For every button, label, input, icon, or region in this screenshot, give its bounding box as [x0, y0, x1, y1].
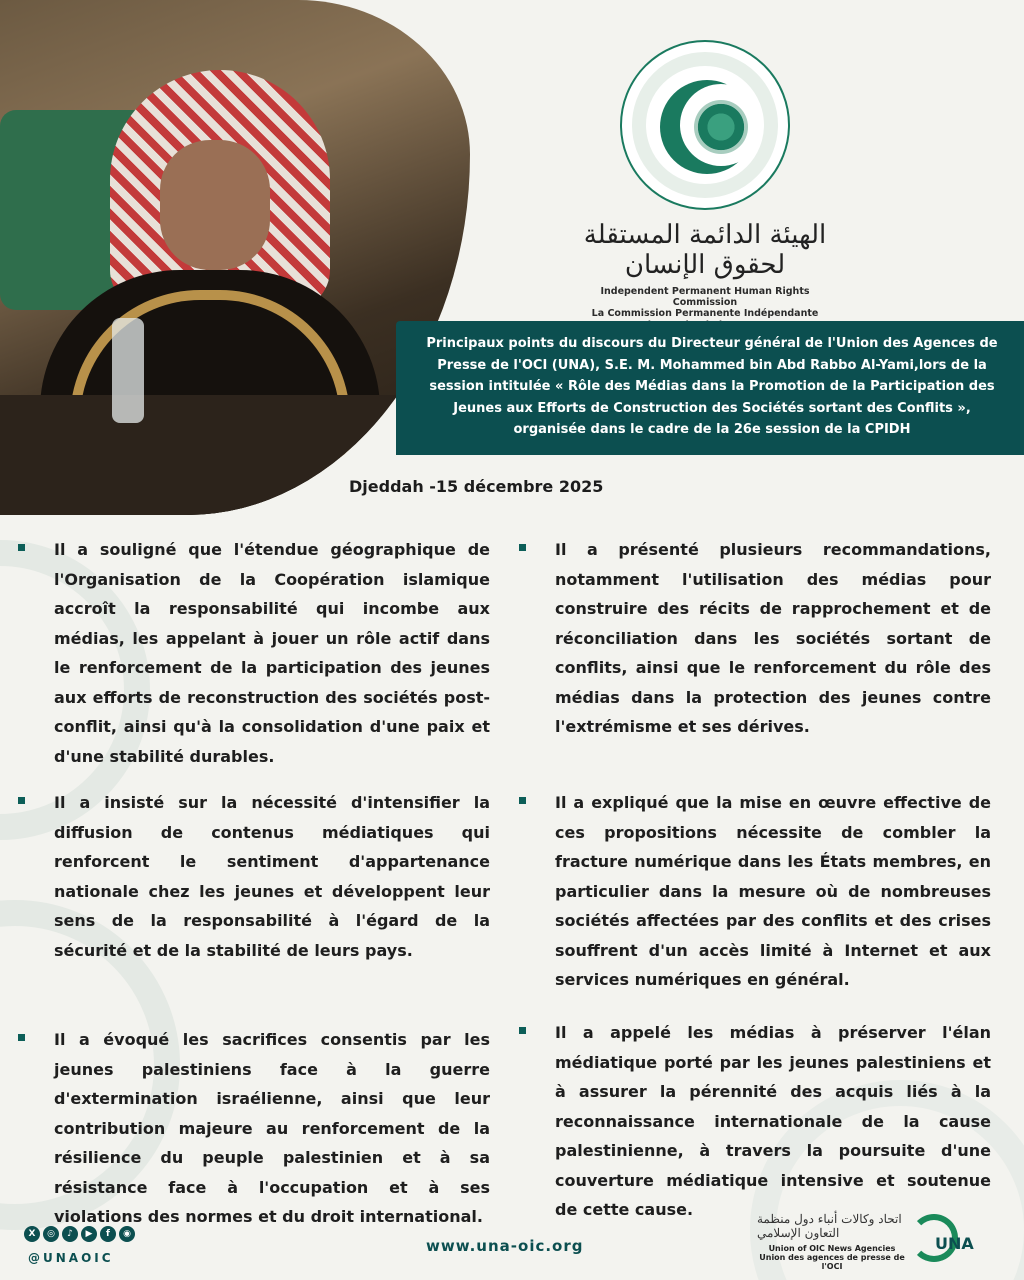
facebook-icon[interactable]: f	[100, 1226, 116, 1242]
photo-face	[160, 140, 270, 270]
bullet-text: Il a évoqué les sacrifices consentis par les jeunes palestiniens face à la guerre d'extermination israélienne, ainsi que leur contribution majeure au renforcement de la résilience du peuple palestinien et à sa résistance face à l'occupation et à ses violations des normes et du droit international.	[54, 1030, 490, 1226]
una-arabic-name: اتحاد وكالات أنباء دول منظمة التعاون الإسلامي	[757, 1212, 902, 1240]
social-handle: @UNAOIC	[28, 1251, 114, 1265]
photo-water-bottle	[112, 318, 144, 423]
headline-banner: Principaux points du discours du Directeur général de l'Union des Agences de Presse de l'OCI (UNA), S.E. M. Mohammed bin Abd Rabbo Al-Yami,lors de la session intitulée « Rôle des Médias dans la Promotion de la Participation des Jeunes aux Efforts de Construction des Sociétés sortant des Conflits », organisée dans le cadre de la 26e session de la CPIDH	[396, 321, 1024, 455]
bullet-marker	[519, 797, 526, 804]
una-logo	[757, 1212, 987, 1271]
dateline: Djeddah -15 décembre 2025	[349, 477, 604, 496]
website-link[interactable]: www.una-oic.org	[426, 1237, 584, 1255]
bullet-item	[515, 535, 991, 775]
logo-arabic-title: الهيئة الدائمة المستقلة لحقوق الإنسان	[583, 220, 827, 280]
bullet-text: Il a expliqué que la mise en œuvre effective de ces propositions nécessite de combler la fracture numérique dans les États membres, en particulier dans la mesure où de nombreuses sociétés affectées par des conflits et des crises souffrent d'un accès limité à Internet et aux services numériques en général.	[555, 793, 991, 989]
bullet-item	[14, 1025, 490, 1232]
logo-french-line1: La Commission Permanente Indépendante	[591, 308, 819, 319]
bullet-marker	[519, 1027, 526, 1034]
instagram-icon[interactable]: ◎	[43, 1226, 59, 1242]
bullet-text: Il a insisté sur la nécessité d'intensifier la diffusion de contenus médiatiques qui renforcent le sentiment d'appartenance nationale chez les jeunes et développent leur sens de la responsabilité à l'égard de la sécurité et de la stabilité de leurs pays.	[54, 793, 490, 960]
una-wordmark: UNA	[935, 1234, 974, 1253]
logo-english-title: Independent Permanent Human Rights Commission	[600, 286, 810, 308]
snapchat-icon[interactable]: ◉	[119, 1226, 135, 1242]
bullet-marker	[18, 797, 25, 804]
bullet-marker	[18, 544, 25, 551]
ipchr-logo	[570, 40, 840, 332]
tiktok-icon[interactable]: ♪	[62, 1226, 78, 1242]
bullet-text: Il a présenté plusieurs recommandations, notamment l'utilisation des médias pour construire des récits de rapprochement et de réconciliation dans les sociétés sortant de conflits, ainsi que le renforcement du rôle des médias dans la protection des jeunes contre l'extrémisme et ses dérives.	[555, 540, 991, 736]
una-french-name: Union des agences de presse de l'OCI	[759, 1253, 905, 1271]
social-icons	[24, 1226, 135, 1242]
bullet-marker	[18, 1034, 25, 1041]
bullet-text: Il a souligné que l'étendue géographique de l'Organisation de la Coopération islamique accroît la responsabilité qui incombe aux médias, les appelant à jouer un rôle actif dans le renforcement de la participation des jeunes aux efforts de reconstruction des sociétés post-conflit, ainsi qu'à la consolidation d'une paix et d'une stabilité durables.	[54, 540, 490, 766]
right-column	[515, 535, 991, 1225]
x-icon[interactable]: X	[24, 1226, 40, 1242]
una-english-name: Union of OIC News Agencies	[768, 1244, 896, 1253]
bullet-item	[14, 788, 490, 1008]
youtube-icon[interactable]: ▶	[81, 1226, 97, 1242]
left-column	[14, 535, 490, 1232]
bullet-item	[515, 1018, 991, 1225]
bullet-text: Il a appelé les médias à préserver l'élan médiatique porté par les jeunes palestiniens et à assurer la pérennité des acquis liés à la reconnaissance internationale de la cause palestinienne, à travers la poursuite d'une couverture médiatique intensive et soutenue de cette cause.	[555, 1023, 991, 1219]
bullet-item	[515, 788, 991, 1014]
bullet-item	[14, 535, 490, 775]
bullet-marker	[519, 544, 526, 551]
ipchr-seal-icon	[620, 40, 790, 210]
